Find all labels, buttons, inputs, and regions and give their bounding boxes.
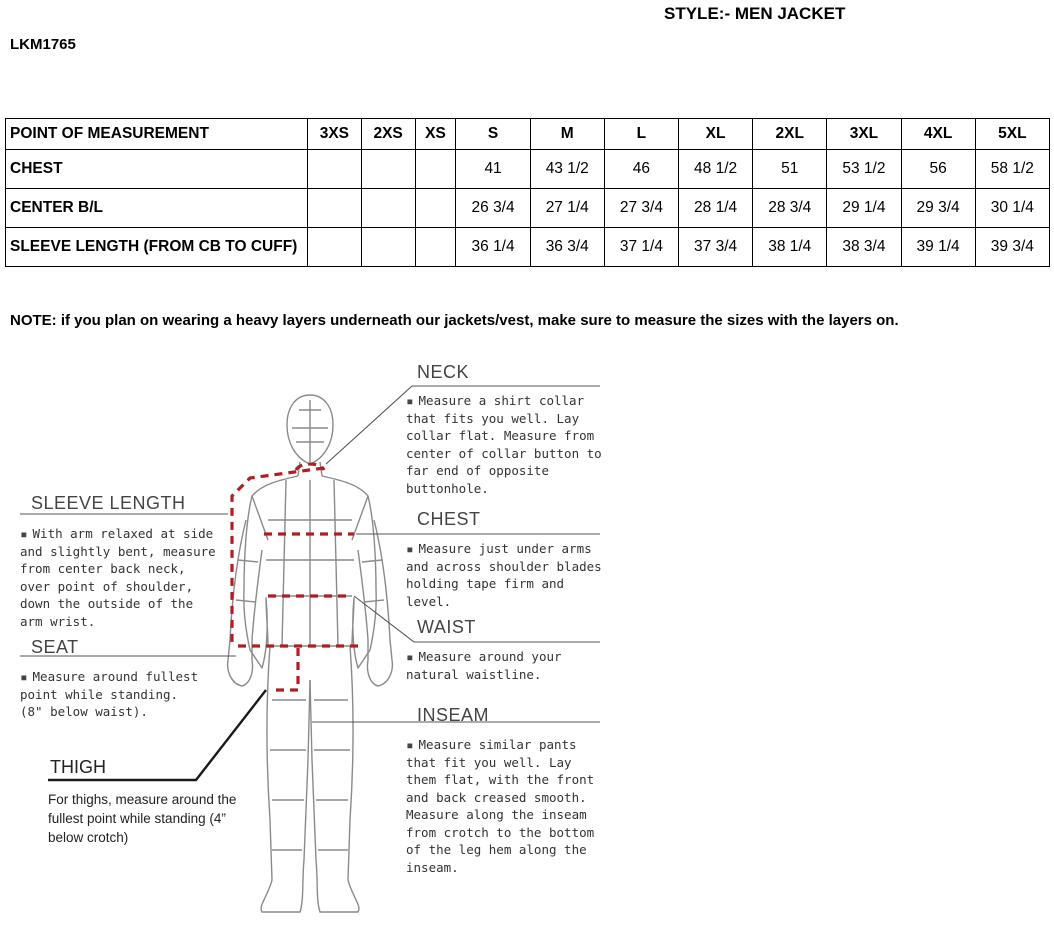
- size-header: 5XL: [975, 119, 1049, 150]
- inseam-dash-line: [276, 648, 298, 690]
- waist-heading: WAIST: [417, 617, 476, 637]
- size-header: XS: [415, 119, 456, 150]
- table-cell: 41: [456, 150, 530, 189]
- table-cell: 48 1/2: [679, 150, 753, 189]
- table-cell: [415, 228, 456, 267]
- table-cell: [308, 150, 362, 189]
- table-cell: [415, 150, 456, 189]
- table-cell: 28 3/4: [753, 189, 827, 228]
- table-cell: 27 3/4: [604, 189, 678, 228]
- neck-instructions: ▪ Measure a shirt collar that fits you well. Lay collar flat. Measure from center of collar button to far end of opposite buttonhole.: [406, 392, 606, 497]
- table-cell: [415, 189, 456, 228]
- chest-instructions: ▪ Measure just under arms and across shoulder blades holding tape firm and level.: [406, 540, 606, 610]
- table-cell: 36 3/4: [530, 228, 604, 267]
- table-row-sleeve-length: [6, 228, 1050, 267]
- table-cell: 29 1/4: [827, 189, 901, 228]
- table-cell: [361, 228, 415, 267]
- table-cell: 28 1/4: [679, 189, 753, 228]
- size-header: 3XS: [308, 119, 362, 150]
- table-cell: 43 1/2: [530, 150, 604, 189]
- layering-note: NOTE: if you plan on wearing a heavy layers underneath our jackets/vest, make sure to measure the sizes with the layers on.: [10, 312, 899, 329]
- table-cell: [308, 228, 362, 267]
- size-header: 3XL: [827, 119, 901, 150]
- size-header: S: [456, 119, 530, 150]
- table-cell: 38 3/4: [827, 228, 901, 267]
- size-header: 2XS: [361, 119, 415, 150]
- sleeve-dash-line: [232, 468, 324, 646]
- sleeve-length-heading: SLEEVE LENGTH: [31, 493, 186, 513]
- waist-instructions: ▪ Measure around your natural waistline.: [406, 648, 586, 683]
- table-cell: 26 3/4: [456, 189, 530, 228]
- size-header: XL: [679, 119, 753, 150]
- seat-instructions: ▪ Measure around fullest point while standing. (8" below waist).: [20, 668, 200, 721]
- size-chart-table: [5, 118, 1050, 267]
- table-cell: 37 1/4: [604, 228, 678, 267]
- seat-heading: SEAT: [31, 637, 79, 657]
- table-cell: 51: [753, 150, 827, 189]
- row-label: SLEEVE LENGTH (FROM CB TO CUFF): [6, 228, 308, 267]
- size-header: 2XL: [753, 119, 827, 150]
- table-cell: 37 3/4: [679, 228, 753, 267]
- size-header: 4XL: [901, 119, 975, 150]
- size-header: M: [530, 119, 604, 150]
- row-label: CENTER B/L: [6, 189, 308, 228]
- table-cell: 58 1/2: [975, 150, 1049, 189]
- table-cell: 39 3/4: [975, 228, 1049, 267]
- table-cell: 39 1/4: [901, 228, 975, 267]
- thigh-heading: THIGH: [50, 757, 106, 777]
- neck-heading: NECK: [417, 362, 470, 382]
- inseam-instructions: ▪ Measure similar pants that fit you well. Lay them flat, with the front and back creased smooth. Measure along the inseam from crotch to the bottom of the leg hem along the inseam.: [406, 736, 606, 876]
- table-cell: 30 1/4: [975, 189, 1049, 228]
- table-cell: [361, 189, 415, 228]
- style-code: LKM1765: [10, 36, 76, 53]
- style-title: STYLE:- MEN JACKET: [664, 4, 846, 23]
- row-label: CHEST: [6, 150, 308, 189]
- table-cell: 38 1/4: [753, 228, 827, 267]
- size-header: L: [604, 119, 678, 150]
- table-cell: 36 1/4: [456, 228, 530, 267]
- thigh-instructions: For thighs, measure around the fullest point while standing (4” below crotch): [48, 792, 237, 845]
- table-cell: 53 1/2: [827, 150, 901, 189]
- inseam-heading: INSEAM: [417, 705, 490, 725]
- table-cell: 46: [604, 150, 678, 189]
- chest-heading: CHEST: [417, 509, 481, 529]
- table-header-row: [6, 119, 1050, 150]
- table-cell: [361, 150, 415, 189]
- table-cell: 27 1/4: [530, 189, 604, 228]
- table-cell: 29 3/4: [901, 189, 975, 228]
- table-cell: 56: [901, 150, 975, 189]
- table-cell: [308, 189, 362, 228]
- table-row-center-bl: [6, 189, 1050, 228]
- measurement-dash-lines: [232, 464, 358, 690]
- neck-dash-line: [296, 464, 324, 470]
- sleeve-length-instructions: ▪ With arm relaxed at side and slightly bent, measure from center back neck, over point of shoulder, down the outside of the arm wrist.: [20, 525, 220, 630]
- human-figure-outline: [228, 395, 393, 912]
- table-row-chest: [6, 150, 1050, 189]
- header-point-of-measurement: POINT OF MEASUREMENT: [6, 119, 308, 150]
